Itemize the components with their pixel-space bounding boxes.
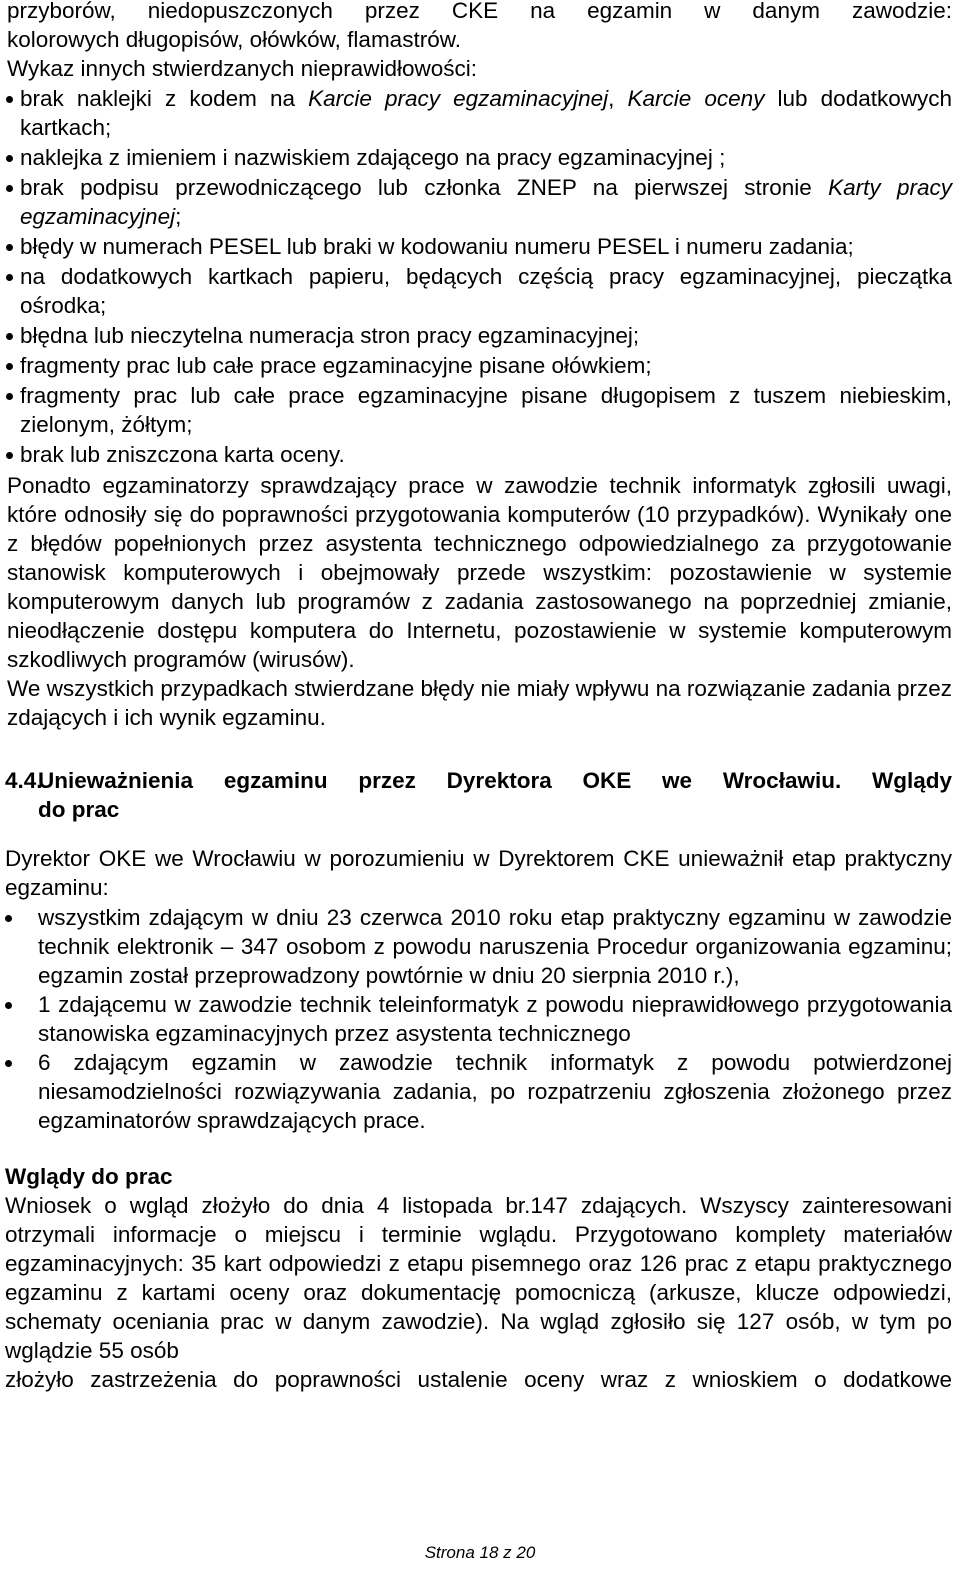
- list-intro: Wykaz innych stwierdzanych nieprawidłowości:: [7, 56, 477, 81]
- list-item: [5, 173, 952, 231]
- list-item: [5, 84, 952, 142]
- italic-text: Karcie oceny: [627, 86, 765, 111]
- text: naklejka z imieniem i nazwiskiem zdającego na pracy egzaminacyjnej ;: [20, 145, 726, 170]
- list-item: wszystkim zdającym w dniu 23 czerwca 2010 roku etap praktyczny egzaminu w zawodzie technik elektronik – 347 osobom z powodu naruszenia Procedur organizowania egzaminu; egzamin został przeprowadzony powtórnie w dniu 20 sierpnia 2010 r.),: [5, 903, 952, 990]
- list-item: [5, 262, 952, 320]
- text: fragmenty prac lub całe prace egzaminacyjne pisane ołówkiem;: [20, 353, 652, 378]
- list-item: [5, 440, 952, 469]
- paragraph-review: Wniosek o wgląd złożyło do dnia 4 listopada br.147 zdających. Wszyscy zainteresowani otrzymali informacje o miejscu i terminie wglądu. Przygotowano komplety materiałów egzaminacyjnych: 35 kart odpowiedzi z etapu pisemnego oraz 126 prac z etapu praktycznego egzaminu z kartami oceny oraz dokumentację pomocniczą (arkusze, klucze odpowiedzi, schematy oceniania prac w danym zawodzie). Na wgląd zgłosiło się 127 osób, w tym po wglądzie 55 osób: [5, 1193, 952, 1363]
- list-item: [5, 143, 952, 172]
- section-title-line: do prac: [38, 797, 120, 822]
- text: ;: [175, 204, 182, 229]
- text: fragmenty prac lub całe prace egzaminacyjne pisane długopisem z tuszem niebieskim, zielonym, żółtym;: [20, 383, 952, 437]
- text: brak lub zniszczona karta oceny.: [20, 442, 345, 467]
- text: brak naklejki z kodem na: [20, 86, 309, 111]
- irregularities-list: [5, 84, 952, 469]
- paragraph-review-last-line: złożyło zastrzeżenia do poprawności ustalenie oceny wraz z wnioskiem o dodatkowe: [5, 1367, 952, 1392]
- text: lub dodatkowych kartkach;: [20, 86, 952, 140]
- text: ,: [608, 86, 628, 111]
- annulment-intro: Dyrektor OKE we Wrocławiu w porozumieniu w Dyrektorem CKE unieważnił etap praktyczny egzaminu:: [5, 846, 952, 900]
- list-item: [5, 381, 952, 439]
- list-item: 6 zdającym egzamin w zawodzie technik informatyk z powodu potwierdzonej niesamodzielności rozwiązywania zadania, po rozpatrzeniu zgłoszenia złożonego przez egzaminatorów sprawdzających prace.: [5, 1048, 952, 1135]
- subheading-review: Wglądy do prac: [5, 1164, 173, 1189]
- section-title-line: Unieważnienia egzaminu przez Dyrektora OKE we Wrocławiu. Wglądy: [38, 768, 952, 793]
- list-item: [5, 351, 952, 380]
- text-line: kolorowych długopisów, ołówków, flamastrów.: [7, 27, 461, 52]
- annulments-list: [5, 903, 952, 1135]
- section-heading: [5, 766, 952, 824]
- paragraph-no-impact: We wszystkich przypadkach stwierdzane błędy nie miały wpływu na rozwiązanie zadania przez zdających i ich wynik egzaminu.: [7, 676, 953, 730]
- text: błędna lub nieczytelna numeracja stron pracy egzaminacyjnej;: [20, 323, 640, 348]
- page-footer: Strona 18 z 20: [424, 1543, 536, 1562]
- paragraph-examiners: Ponadto egzaminatorzy sprawdzający prace w zawodzie technik informatyk zgłosili uwagi, które odnosiły się do poprawności przygotowania komputerów (10 przypadków). Wynikały one z błędów popełnionych przez asystenta technicznego odpowiedzialnego za przygotowanie stanowisk komputerowych i obejmowały przede wszystkim: pozostawienie w systemie komputerowym danych lub programów z zadania zastosowanego na poprzedniej zmianie, nieodłączenie dostępu komputera do Internetu, pozostawienie w systemie komputerowym szkodliwych programów (wirusów).: [7, 473, 952, 672]
- text: na dodatkowych kartkach papieru, będących częścią pracy egzaminacyjnej, pieczątka ośrodka;: [20, 264, 952, 318]
- text-line: przyborów, niedopuszczonych przez CKE na egzamin w danym zawodzie:: [7, 0, 952, 23]
- list-item: [5, 321, 952, 350]
- italic-text: Karty pracy egzaminacyjnej: [20, 175, 952, 229]
- list-item: 1 zdającemu w zawodzie technik teleinformatyk z powodu nieprawidłowego przygotowania stanowiska egzaminacyjnych przez asystenta technicznego: [5, 990, 952, 1048]
- section-number: 4.4.: [5, 768, 43, 793]
- text: błędy w numerach PESEL lub braki w kodowaniu numeru PESEL i numeru zadania;: [20, 234, 854, 259]
- italic-text: Karcie pracy egzaminacyjnej: [308, 86, 609, 111]
- list-item: [5, 232, 952, 261]
- text: brak podpisu przewodniczącego lub członka ZNEP na pierwszej stronie: [20, 175, 829, 200]
